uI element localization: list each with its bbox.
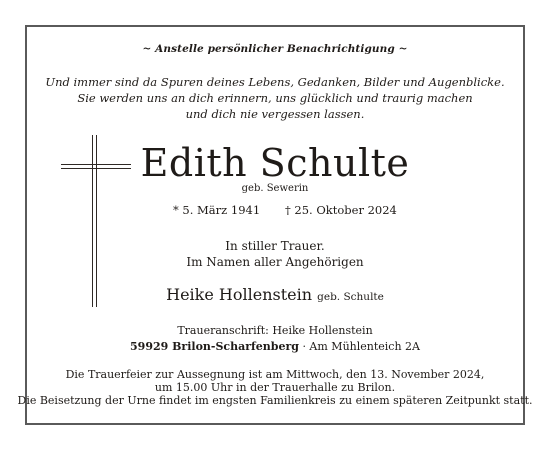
signer-suffix: geb. Schulte	[317, 291, 384, 303]
funeral-line: um 15.00 Uhr in der Trauerhalle zu Brilon.	[154, 381, 396, 394]
memorial-verse	[0, 74, 550, 122]
mourning-text	[0, 238, 550, 270]
birth-date: * 5. März 1941	[173, 203, 261, 217]
birth-name: geb. Sewerin	[241, 183, 309, 194]
funeral-line: Die Beisetzung der Urne findet im engsten Familienkreis zu einem späteren Zeitpunkt statt.	[17, 394, 533, 407]
verse-line: Und immer sind da Spuren deines Lebens, Gedanken, Bilder und Augenblicke.	[45, 75, 505, 89]
notice-header: ~ Anstelle persönlicher Benachrichtigung ~	[142, 43, 408, 55]
verse-line: und dich nie vergessen lassen.	[185, 107, 365, 121]
mourning-address	[0, 323, 550, 355]
address-line-city	[0, 339, 550, 355]
signer	[0, 285, 550, 304]
mourning-line: Im Namen aller Angehörigen	[186, 255, 364, 269]
verse-line: Sie werden uns an dich erinnern, uns glücklich und traurig machen	[77, 91, 473, 105]
deceased-name: Edith Schulte	[140, 141, 410, 185]
address-city: 59929 Brilon-Scharfenberg	[130, 340, 299, 353]
address-line: Traueranschrift: Heike Hollenstein	[177, 324, 373, 337]
signer-name: Heike Hollenstein	[166, 285, 313, 304]
mourning-line: In stiller Trauer.	[225, 239, 325, 253]
death-date: † 25. Oktober 2024	[285, 203, 397, 217]
funeral-details	[0, 368, 550, 407]
address-street: · Am Mühlenteich 2A	[302, 340, 420, 353]
funeral-line: Die Trauerfeier zur Aussegnung ist am Mittwoch, den 13. November 2024,	[65, 368, 485, 381]
